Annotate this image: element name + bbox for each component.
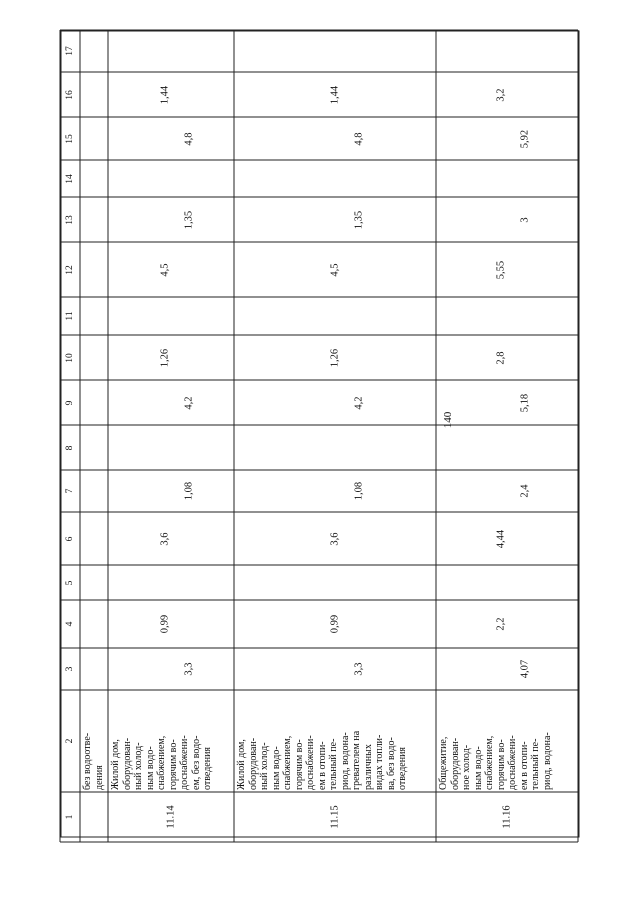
row-description-11.16: Общежитие, оборудован- ное холод- ным водо- снабжением, горячим во- доснабжени- ем в отопи- тельный пе- риод, водона- — [438, 732, 553, 790]
column-header-7: 7 — [65, 488, 75, 494]
cell-11.16-col-4: 2,2 — [495, 617, 507, 631]
cell-11.14-col-9: 4,2 — [183, 395, 195, 410]
column-header-2: 2 — [65, 738, 75, 744]
column-header-8: 8 — [65, 445, 75, 450]
cell-11.14-col-7: 1,08 — [183, 481, 195, 501]
cell-11.14-col-6: 3,6 — [159, 531, 171, 546]
cell-11.14-col-4: 0,99 — [159, 614, 171, 634]
cell-11.16-col-13: 3 — [519, 216, 531, 223]
row-id-11.16: 11.16 — [501, 805, 513, 829]
column-header-4: 4 — [65, 621, 75, 627]
cell-11.15-col-3: 3,3 — [353, 662, 365, 676]
column-header-16: 16 — [65, 89, 75, 100]
cell-11.15-col-12: 4,5 — [329, 262, 341, 277]
column-header-1: 1 — [65, 814, 75, 820]
column-header-11: 11 — [65, 311, 75, 321]
cell-11.15-col-4: 0,99 — [329, 614, 341, 634]
column-header-9: 9 — [65, 400, 75, 405]
cell-11.16-col-7: 2,4 — [519, 484, 531, 498]
cell-11.16-col-9: 5,18 — [519, 393, 531, 412]
cell-11.15-col-10: 1,26 — [329, 348, 341, 367]
cell-11.14-col-10: 1,26 — [159, 348, 171, 367]
cell-11.16-col-12: 5,55 — [495, 260, 507, 279]
cell-11.15-col-16: 1,44 — [329, 85, 341, 104]
column-header-17: 17 — [65, 46, 75, 56]
cell-11.15-col-7: 1,08 — [353, 481, 365, 501]
column-header-15: 15 — [65, 133, 75, 144]
cell-11.15-col-6: 3,6 — [329, 531, 341, 546]
column-header-6: 6 — [65, 536, 75, 541]
row-id-11.14: 11.14 — [165, 805, 177, 829]
cell-11.14-col-13: 1,35 — [183, 210, 195, 229]
cell-11.16-col-10: 2,8 — [495, 350, 507, 365]
carry-over-text: без водоотве- дения — [82, 732, 105, 790]
column-header-12: 12 — [65, 264, 75, 275]
cell-11.14-col-3: 3,3 — [183, 662, 195, 676]
column-header-3: 3 — [65, 666, 75, 672]
cell-11.16-col-15: 5,92 — [519, 129, 531, 148]
cell-11.16-col-16: 3,2 — [495, 87, 507, 102]
cell-11.14-col-15: 4,8 — [183, 131, 195, 146]
row-description-11.15: Жилой дом, оборудован- ный холод- ным водо- снабжением, горячим во- доснабжени- ем в отопи- тельный пе- риод, водона- гревателем на различных видах топли- ва, без водо- отведения — [236, 730, 408, 790]
cell-11.15-col-15: 4,8 — [353, 131, 365, 146]
row-id-11.15: 11.15 — [329, 805, 341, 829]
cell-11.14-col-16: 1,44 — [159, 85, 171, 104]
column-header-10: 10 — [65, 352, 75, 363]
column-header-13: 13 — [65, 214, 75, 225]
cell-11.15-col-9: 4,2 — [353, 395, 365, 410]
page-number: 140 — [442, 411, 454, 429]
cell-11.16-col-6: 4,44 — [495, 529, 507, 548]
column-header-5: 5 — [65, 580, 75, 585]
row-description-11.14: Жилой дом, оборудован- ный холод- ным водо- снабжением, горячим во- доснабжени- ем, без водо- отведения — [110, 735, 213, 790]
column-header-14: 14 — [65, 173, 75, 184]
cell-11.16-col-3: 4,07 — [519, 659, 531, 679]
cell-11.14-col-12: 4,5 — [159, 262, 171, 277]
cell-11.15-col-13: 1,35 — [353, 210, 365, 229]
